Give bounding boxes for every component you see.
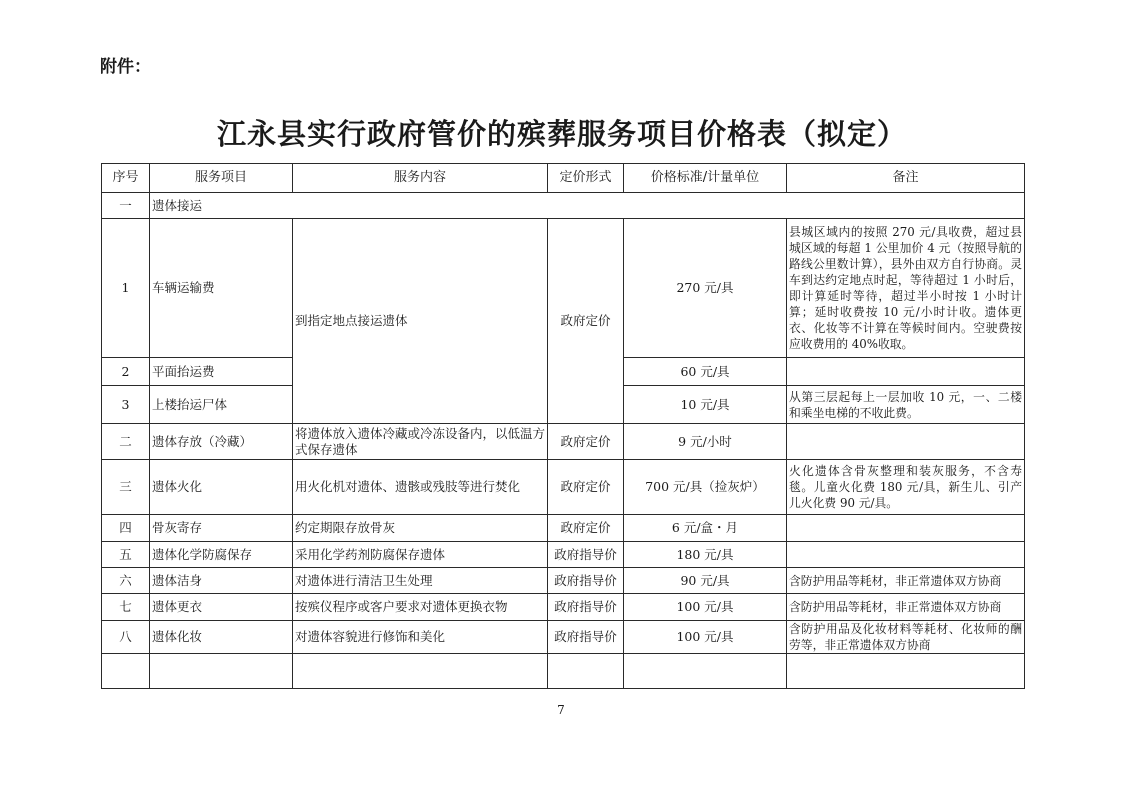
row-pricing-form: 政府定价 [548, 515, 624, 542]
row-price: 90 元/具 [624, 568, 787, 594]
row-pricing-form: 政府定价 [548, 219, 624, 424]
attachment-label: 附件： [100, 57, 151, 77]
section-no: 一 [102, 193, 150, 219]
table-row [102, 424, 1025, 460]
row-notes: 含防护用品等耗材，非正常遗体双方协商 [787, 568, 1025, 594]
section-name: 遗体接运 [150, 193, 1025, 219]
row-notes [787, 358, 1025, 386]
row-pricing-form: 政府定价 [548, 424, 624, 460]
row-content [293, 654, 548, 689]
row-no: 二 [102, 424, 150, 460]
row-no: 1 [102, 219, 150, 358]
row-no [102, 654, 150, 689]
row-no: 五 [102, 542, 150, 568]
row-pricing-form: 政府指导价 [548, 568, 624, 594]
row-item: 骨灰寄存 [150, 515, 293, 542]
row-price: 60 元/具 [624, 358, 787, 386]
row-content: 约定期限存放骨灰 [293, 515, 548, 542]
row-no: 七 [102, 594, 150, 621]
row-notes: 从第三层起每上一层加收 10 元，一、二楼和乘坐电梯的不收此费。 [787, 386, 1025, 424]
row-content: 按殡仪程序或客户要求对遗体更换衣物 [293, 594, 548, 621]
row-price: 100 元/具 [624, 594, 787, 621]
row-content: 用火化机对遗体、遗骸或残肢等进行焚化 [293, 460, 548, 515]
row-item: 遗体存放（冷藏） [150, 424, 293, 460]
table-header-row [102, 164, 1025, 193]
row-notes: 含防护用品及化妆材料等耗材、化妆师的酬劳等，非正常遗体双方协商 [787, 621, 1025, 654]
row-notes [787, 424, 1025, 460]
row-notes: 火化遗体含骨灰整理和装灰服务，不含寿毯。儿童火化费 180 元/具，新生儿、引产儿火化费 90 元/具。 [787, 460, 1025, 515]
row-item: 上楼抬运尸体 [150, 386, 293, 424]
page-number: 7 [557, 703, 565, 717]
row-price: 10 元/具 [624, 386, 787, 424]
row-pricing-form: 政府定价 [548, 460, 624, 515]
row-price: 180 元/具 [624, 542, 787, 568]
price-table [101, 163, 1025, 689]
row-item: 遗体化学防腐保存 [150, 542, 293, 568]
table-row [102, 542, 1025, 568]
table-row [102, 515, 1025, 542]
row-price: 100 元/具 [624, 621, 787, 654]
table-row [102, 568, 1025, 594]
row-item: 车辆运输费 [150, 219, 293, 358]
row-price [624, 654, 787, 689]
row-pricing-form [548, 654, 624, 689]
header-item: 服务项目 [150, 164, 293, 193]
row-notes [787, 515, 1025, 542]
row-content: 到指定地点接运遗体 [293, 219, 548, 424]
row-notes [787, 542, 1025, 568]
row-no: 八 [102, 621, 150, 654]
row-no: 2 [102, 358, 150, 386]
row-price: 270 元/具 [624, 219, 787, 358]
row-price: 9 元/小时 [624, 424, 787, 460]
header-no: 序号 [102, 164, 150, 193]
section-row [102, 193, 1025, 219]
row-pricing-form: 政府指导价 [548, 621, 624, 654]
row-item: 平面抬运费 [150, 358, 293, 386]
header-price: 价格标准/计量单位 [624, 164, 787, 193]
row-content: 对遗体进行清洁卫生处理 [293, 568, 548, 594]
table-row [102, 621, 1025, 654]
row-item: 遗体洁身 [150, 568, 293, 594]
row-notes: 县城区域内的按照 270 元/具收费，超过县城区域的每超 1 公里加价 4 元（按照导航的路线公里数计算），县外由双方自行协商。灵车到达约定地点时起，等待超过 1 小时后，即计算延时等待，超过半小时按 1 小时计算；延时收费按 10 元/小时计收。遗体更衣、化妆等不计算在等候时间内。空驶费按应收费用的 40%收取。 [787, 219, 1025, 358]
table-row [102, 594, 1025, 621]
row-pricing-form: 政府指导价 [548, 594, 624, 621]
row-content: 对遗体容貌进行修饰和美化 [293, 621, 548, 654]
header-pricing-form: 定价形式 [548, 164, 624, 193]
row-price: 700 元/具（捡灰炉） [624, 460, 787, 515]
row-item: 遗体化妆 [150, 621, 293, 654]
table-row [102, 654, 1025, 689]
row-item: 遗体火化 [150, 460, 293, 515]
row-price: 6 元/盒・月 [624, 515, 787, 542]
row-item [150, 654, 293, 689]
row-item: 遗体更衣 [150, 594, 293, 621]
row-no: 三 [102, 460, 150, 515]
row-no: 3 [102, 386, 150, 424]
row-no: 六 [102, 568, 150, 594]
row-no: 四 [102, 515, 150, 542]
document-title: 江永县实行政府管价的殡葬服务项目价格表（拟定） [216, 117, 907, 151]
row-notes: 含防护用品等耗材，非正常遗体双方协商 [787, 594, 1025, 621]
row-content: 将遗体放入遗体冷藏或冷冻设备内，以低温方式保存遗体 [293, 424, 548, 460]
row-content: 采用化学药剂防腐保存遗体 [293, 542, 548, 568]
row-pricing-form: 政府指导价 [548, 542, 624, 568]
table-row [102, 219, 1025, 358]
table-row [102, 460, 1025, 515]
header-content: 服务内容 [293, 164, 548, 193]
row-notes [787, 654, 1025, 689]
header-notes: 备注 [787, 164, 1025, 193]
